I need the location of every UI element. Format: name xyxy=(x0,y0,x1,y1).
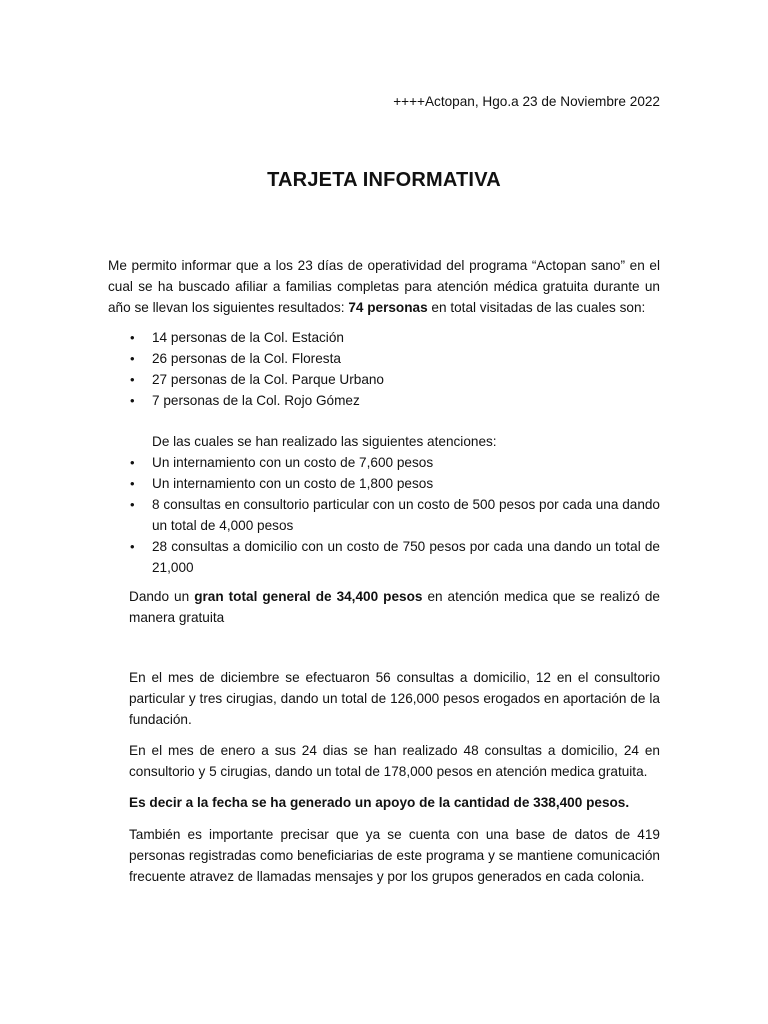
total-bold-amount: gran total general de 34,400 pesos xyxy=(194,589,423,604)
january-paragraph: En el mes de enero a sus 24 dias se han realizado 48 consultas a domicilio, 24 en consultorio y 5 cirugias, dando un total de 178,000 pesos en atención medica gratuita. xyxy=(129,743,660,779)
list-item xyxy=(108,348,660,369)
list-item-text: 27 personas de la Col. Parque Urbano xyxy=(152,372,384,387)
bullet-icon: • xyxy=(130,539,135,554)
bullet-icon: • xyxy=(130,476,135,491)
bullet-icon: • xyxy=(130,393,135,408)
list-item xyxy=(108,494,660,536)
bullet-icon: • xyxy=(130,497,135,512)
list-item xyxy=(108,390,660,411)
list-item xyxy=(108,452,660,473)
list-item-text: 28 consultas a domicilio con un costo de 750 pesos por cada una dando un total de 21,000 xyxy=(152,539,660,575)
to-date-summary: Es decir a la fecha se ha generado un apoyo de la cantidad de 338,400 pesos. xyxy=(129,795,630,810)
document-title: TARJETA INFORMATIVA xyxy=(267,169,501,191)
atenciones-intro: De las cuales se han realizado las siguientes atenciones: xyxy=(152,434,497,449)
date-line: ++++Actopan, Hgo.a 23 de Noviembre 2022 xyxy=(393,94,660,109)
list-item-text: 26 personas de la Col. Floresta xyxy=(152,351,341,366)
total-text-before: Dando un xyxy=(129,589,195,604)
atenciones-list-container xyxy=(108,452,660,578)
list-item xyxy=(108,327,660,348)
list-item xyxy=(108,473,660,494)
intro-bold-count: 74 personas xyxy=(348,300,428,315)
december-paragraph: En el mes de diciembre se efectuaron 56 consultas a domicilio, 12 en el consultorio particular y tres cirugias, dando un total de 126,000 pesos erogados en aportación de la fundación. xyxy=(129,670,660,727)
list-item-text: Un internamiento con un costo de 1,800 pesos xyxy=(152,476,434,491)
list-item-text: 14 personas de la Col. Estación xyxy=(152,330,344,345)
bullet-icon: • xyxy=(130,372,135,387)
colonias-list xyxy=(108,327,660,411)
bullet-icon: • xyxy=(130,330,135,345)
grand-total-paragraph xyxy=(129,586,660,628)
total-text-after: en atención medica que se realizó de manera gratuita xyxy=(129,589,660,625)
list-item-text: 8 consultas en consultorio particular con un costo de 500 pesos por cada una dando un total de 4,000 pesos xyxy=(152,497,660,533)
list-item-text: Un internamiento con un costo de 7,600 pesos xyxy=(152,455,434,470)
bullet-icon: • xyxy=(130,455,135,470)
colonias-list-container xyxy=(108,327,660,411)
list-item xyxy=(108,536,660,578)
bullet-icon: • xyxy=(130,351,135,366)
list-item-text: 7 personas de la Col. Rojo Gómez xyxy=(152,393,360,408)
intro-paragraph xyxy=(108,255,660,318)
list-item xyxy=(108,369,660,390)
intro-text-after: en total visitadas de las cuales son: xyxy=(427,300,646,315)
atenciones-list xyxy=(108,452,660,578)
intro-text-before: Me permito informar que a los 23 días de operatividad del programa “Actopan sano” en el cual se ha buscado afiliar a familias completas para atención médica gratuita durante un año se llevan los siguientes resultados: xyxy=(108,258,660,315)
database-paragraph: También es importante precisar que ya se cuenta con una base de datos de 419 personas registradas como beneficiarias de este programa y se mantiene comunicación frecuente atravez de llamadas mensajes y por los grupos generados en cada colonia. xyxy=(129,827,660,884)
